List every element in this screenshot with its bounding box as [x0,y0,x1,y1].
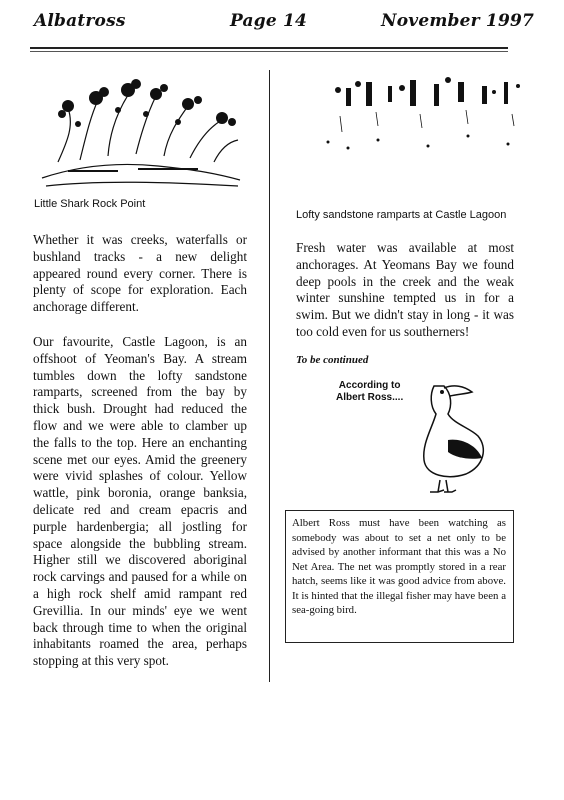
paragraph: Our favourite, Castle Lagoon, is an offshoot of Yeoman's Bay. A stream tumbles down the lofty sandstone ramparts, screened from the bay by thick bush. Drought had reduced the flow and we were able to clamber up the falls to the top. Here an enchanting scene met our eyes. Amid the greenery were vivid splashes of colour. Yellow wattle, pink boronia, orange banksia, delicate red and cream epacris and purple hardenbergia; all jostling for space alongside the bubbling stream. Higher still we discovered aboriginal rock carvings and paused for a while on a high rock shelf amid rampant red Grevillia. In our minds' eye we went back through time to when the original inhabitants roamed the area, perhaps stopping at this very spot. [33,333,247,669]
header-rule [30,47,508,49]
to-be-continued: To be continued [296,354,369,366]
column-divider [269,70,270,682]
cartoon-title-line: According to [338,380,401,391]
cartoon-title [336,380,403,404]
image-caption-right: Lofty sandstone ramparts at Castle Lagoon [296,209,507,221]
publication-title: Albatross [34,11,126,31]
left-column-text [33,232,247,688]
cartoon-title-line: Albert Ross.... [336,392,404,403]
header-rule-thin [30,51,508,52]
right-column-text [296,240,514,359]
issue-date: November 1997 [381,11,535,31]
paragraph: Fresh water was available at most anchorages. At Yeomans Bay we found deep pools in the creek and the weak winter sunshine tempted us in for a swim. But we didn't stay in long - it was too cold even for us southerners! [296,240,514,339]
albatross-cartoon [408,378,498,496]
albert-ross-note: Albert Ross must have been watching as somebody was about to set a net only to be advised by another informant that this was a No Net Area. The net was promptly stored in a rear hatch, seems like it was good advice from above. It is hinted that the illegal fisher may have been a sea-going bird. [292,517,506,616]
castle-lagoon-sketch [318,76,528,166]
shark-rock-sketch [38,70,243,188]
page-number: Page 14 [230,11,308,31]
image-caption-left: Little Shark Rock Point [34,198,146,210]
paragraph: Whether it was creeks, waterfalls or bushland tracks - a new delight appeared round every corner. There is plenty of scope for exploration. Each anchorage different. [33,232,247,315]
